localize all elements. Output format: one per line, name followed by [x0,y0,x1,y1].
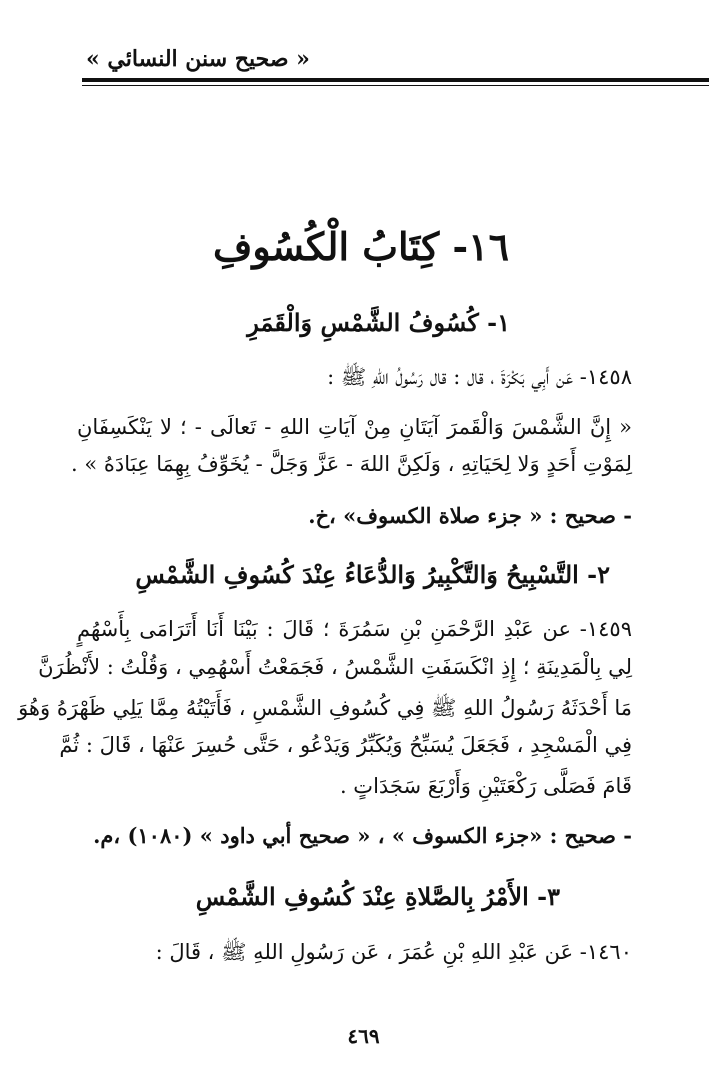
header-rule-thin [82,85,709,86]
hadith-text-line: ١٤٥٩- عن عَبْدِ الرَّحْمَنِ بْنِ سَمُرَةَ ؛ قَالَ : بَيْنَا أَنَا أَتَرَامَى بِأَسْهُمٍ [77,617,632,641]
chapter-title: ٢- التَّسْبِيحُ وَالتَّكْبِيرُ وَالدُّعَاءُ عِنْدَ كُسُوفِ الشَّمْسِ [135,560,610,589]
page-number: ٤٦٩ [347,1024,380,1048]
hadith-intro: ١٤٥٨- عَن أَبِي بَكْرَةَ ، قال : قال رَسُولُ اللهِ ﷺ : [327,365,632,389]
running-header: « صحيح سنن النسائي » [86,46,310,72]
hadith-text-line: قَامَ فَصَلَّى رَكْعَتَيْنِ وَأَرْبَعَ سَجَدَاتٍ . [339,774,632,798]
hadith-intro: ١٤٦٠- عَن عَبْدِ اللهِ بْنِ عُمَرَ ، عَن رَسُولِ اللهِ ﷺ ، قَالَ : [155,940,632,964]
hadith-text-line: فِي الْمَسْجِدِ ، فَجَعَلَ يُسَبِّحُ وَيُكَبِّرُ وَيَدْعُو ، حَتَّى حُسِرَ عَنْهَا ، قَالَ : ثُمَّ [59,733,632,757]
hadith-text-line: « إِنَّ الشَّمْسَ وَالْقَمرَ آيَتَانِ مِنْ آيَاتِ اللهِ - تَعالَى - ؛ لا يَنْكَسِفَانِ [77,415,632,439]
hadith-grading: - صحيح : «جزء الكسوف » ، « صحيح أبي داود » (١٠٨٠) ،م. [93,823,632,848]
chapter-title: ١- كُسُوفُ الشَّمْسِ وَالْقَمَرِ [247,308,510,337]
chapter-title: ٣- الأَمْرُ بِالصَّلاةِ عِنْدَ كُسُوفِ الشَّمْسِ [195,882,560,911]
hadith-text-line: لِي بِالْمَدِينَةِ ؛ إِذِ انْكَسَفَتِ الشَّمْسُ ، فَجَمَعْتُ أَسْهُمِي ، وَقُلْتُ : لأَنْظُرَنَّ [38,655,632,679]
header-rule-thick [82,78,709,82]
hadith-grading: - صحيح : « جزء صلاة الكسوف» ،خ. [308,503,632,528]
hadith-text-line: مَا أَحْدَثَهُ رَسُولُ اللهِ ﷺ فِي كُسُوفِ الشَّمْسِ ، فَأَتَيْتُهُ مِمَّا يَلِي ظَهْرَهُ وَهُوَ [18,696,632,720]
book-title: ١٦- كِتَابُ الْكُسُوفِ [212,224,509,269]
hadith-text-line: لِمَوْتِ أَحَدٍ وَلا لِحَيَاتِهِ ، وَلَكِنَّ اللهَ - عَزَّ وَجَلَّ - يُخَوِّفُ بِهِمَا عِبَادَهُ » . [71,452,632,476]
